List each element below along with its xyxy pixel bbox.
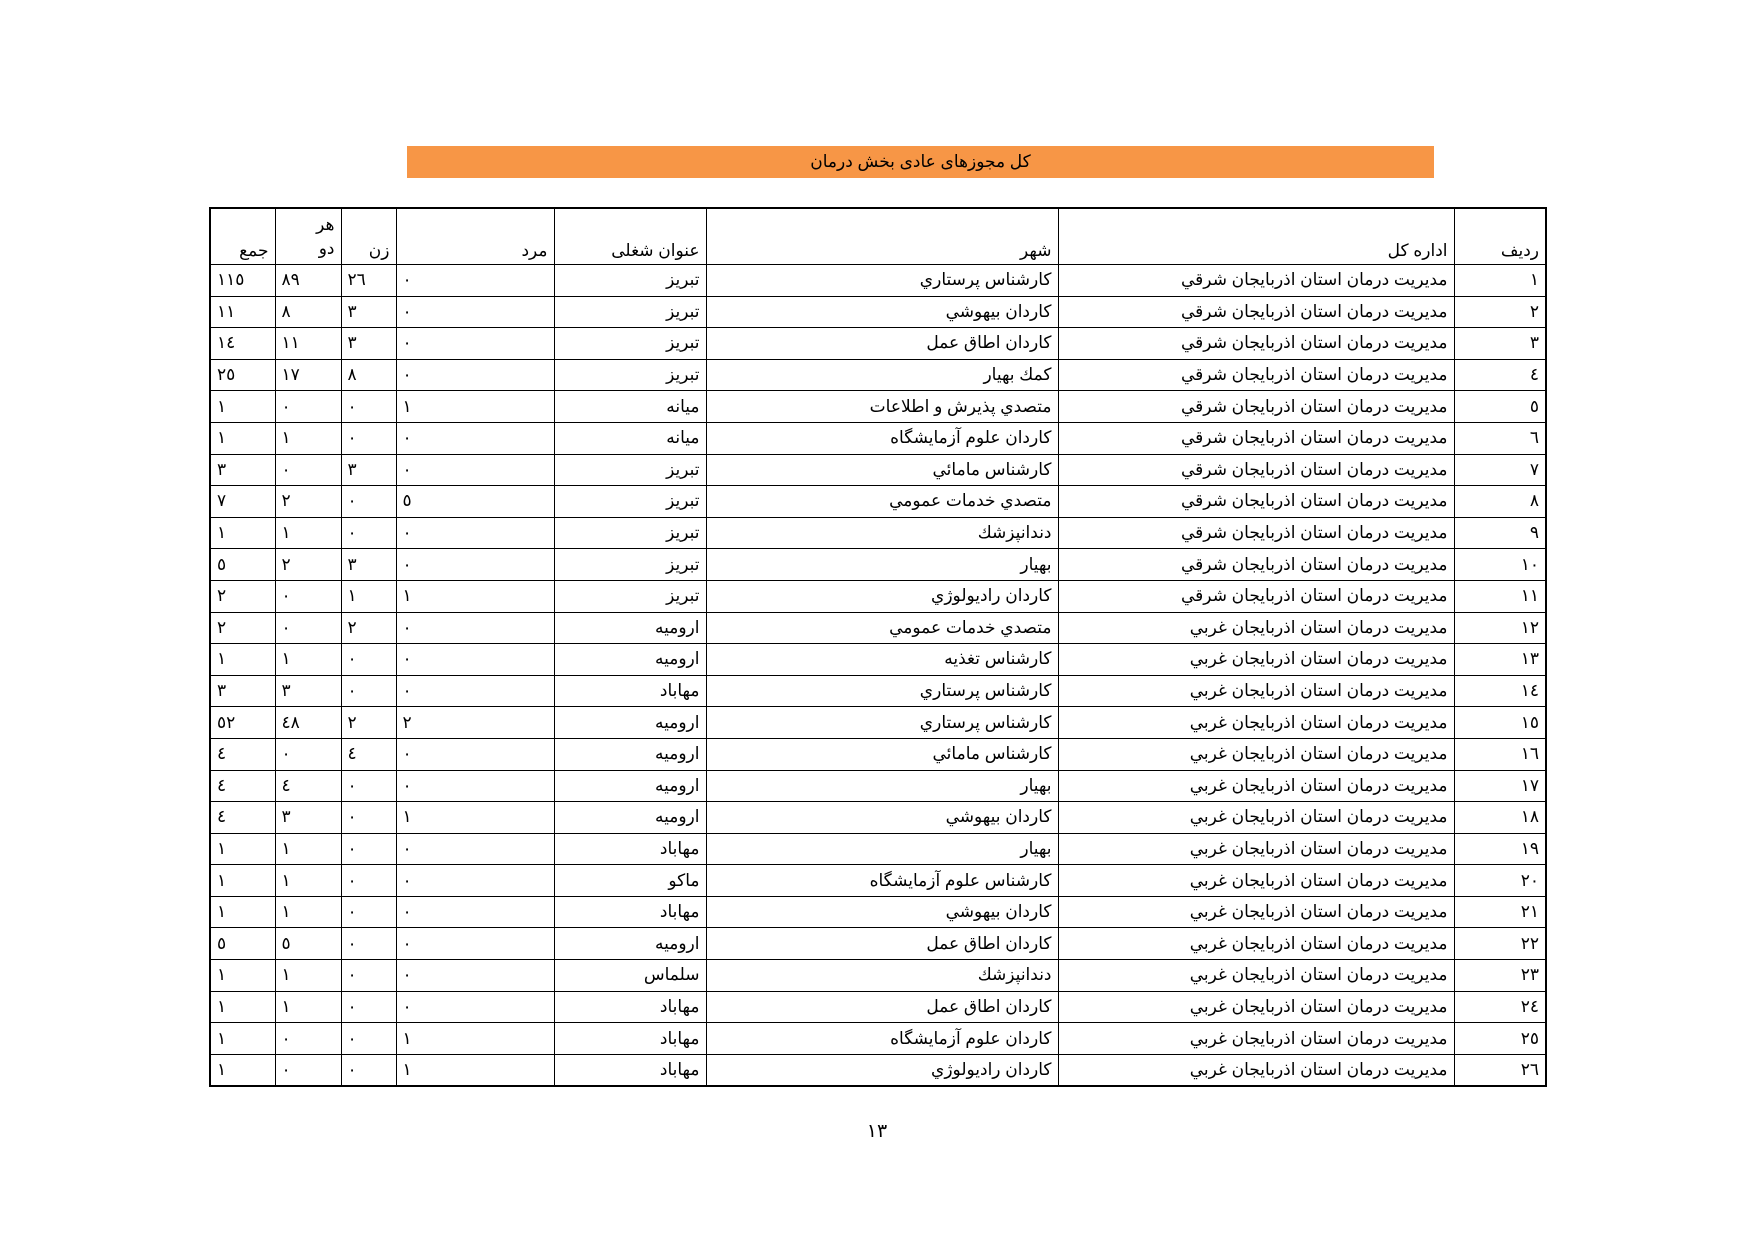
cell-female: ٠ <box>341 675 396 707</box>
cell-female: ٠ <box>341 928 396 960</box>
cell-city: تبريز <box>554 265 706 297</box>
cell-title: كاردان بيهوشي <box>706 296 1058 328</box>
cell-total: ١ <box>210 644 275 676</box>
cell-total: ١١ <box>210 296 275 328</box>
cell-city: اروميه <box>554 707 706 739</box>
header-male: مرد <box>396 208 554 265</box>
cell-total: ١ <box>210 896 275 928</box>
cell-both: ٢ <box>275 549 341 581</box>
cell-male: ٢ <box>396 707 554 739</box>
cell-female: ٣ <box>341 296 396 328</box>
cell-male: ٠ <box>396 928 554 960</box>
cell-office: مديريت درمان استان اذربايجان غربي <box>1058 1054 1454 1086</box>
cell-index: ١١ <box>1454 580 1546 612</box>
cell-index: ۲ <box>1454 296 1546 328</box>
cell-office: مديريت درمان استان اذربايجان شرقي <box>1058 391 1454 423</box>
cell-male: ١ <box>396 1023 554 1055</box>
cell-female: ٢ <box>341 612 396 644</box>
cell-city: تبريز <box>554 549 706 581</box>
cell-total: ٣ <box>210 454 275 486</box>
cell-city: اروميه <box>554 644 706 676</box>
cell-office: مديريت درمان استان اذربايجان شرقي <box>1058 296 1454 328</box>
table-row <box>210 833 1546 865</box>
cell-city: مهاباد <box>554 896 706 928</box>
cell-index: ١٢ <box>1454 612 1546 644</box>
cell-office: مديريت درمان استان اذربايجان غربي <box>1058 707 1454 739</box>
cell-both: ٨٩ <box>275 265 341 297</box>
cell-city: سلماس <box>554 960 706 992</box>
cell-both: ٠ <box>275 580 341 612</box>
cell-total: ١٤ <box>210 328 275 360</box>
cell-both: ١ <box>275 896 341 928</box>
table-header <box>210 208 1546 265</box>
cell-index: ٢٢ <box>1454 928 1546 960</box>
cell-title: كارشناس پرستاري <box>706 265 1058 297</box>
cell-total: ٤ <box>210 770 275 802</box>
cell-both: ١ <box>275 833 341 865</box>
cell-index: ١٧ <box>1454 770 1546 802</box>
cell-office: مديريت درمان استان اذربايجان شرقي <box>1058 549 1454 581</box>
cell-female: ٢٦ <box>341 265 396 297</box>
cell-index: ٧ <box>1454 454 1546 486</box>
cell-title: كارشناس علوم آزمايشگاه <box>706 865 1058 897</box>
cell-city: اروميه <box>554 928 706 960</box>
table-row <box>210 1023 1546 1055</box>
cell-city: تبريز <box>554 580 706 612</box>
cell-city: مهاباد <box>554 675 706 707</box>
table-row <box>210 517 1546 549</box>
cell-female: ٠ <box>341 991 396 1023</box>
cell-city: ميانه <box>554 391 706 423</box>
cell-office: مديريت درمان استان اذربايجان غربي <box>1058 644 1454 676</box>
cell-both: ٤٨ <box>275 707 341 739</box>
cell-both: ٨ <box>275 296 341 328</box>
cell-total: ٢ <box>210 580 275 612</box>
cell-index: ١٠ <box>1454 549 1546 581</box>
cell-office: مديريت درمان استان اذربايجان شرقي <box>1058 328 1454 360</box>
cell-title: كاردان راديولوژي <box>706 580 1058 612</box>
cell-office: مديريت درمان استان اذربايجان شرقي <box>1058 454 1454 486</box>
cell-index: ٢١ <box>1454 896 1546 928</box>
table-row <box>210 1054 1546 1086</box>
cell-male: ٠ <box>396 328 554 360</box>
table-row <box>210 486 1546 518</box>
cell-index: ٤ <box>1454 359 1546 391</box>
cell-male: ٥ <box>396 486 554 518</box>
cell-office: مديريت درمان استان اذربايجان غربي <box>1058 833 1454 865</box>
cell-index: ۳ <box>1454 328 1546 360</box>
cell-office: مديريت درمان استان اذربايجان شرقي <box>1058 359 1454 391</box>
cell-office: مديريت درمان استان اذربايجان شرقي <box>1058 580 1454 612</box>
cell-title: كارشناس مامائي <box>706 454 1058 486</box>
cell-male: ٠ <box>396 738 554 770</box>
cell-total: ١ <box>210 1023 275 1055</box>
cell-office: مديريت درمان استان اذربايجان شرقي <box>1058 422 1454 454</box>
table-row <box>210 865 1546 897</box>
header-total: جمع <box>210 208 275 265</box>
cell-city: تبريز <box>554 454 706 486</box>
table-row <box>210 991 1546 1023</box>
header-both-line2: دو <box>318 239 335 258</box>
cell-total: ٤ <box>210 802 275 834</box>
cell-male: ٠ <box>396 296 554 328</box>
table-row <box>210 265 1546 297</box>
cell-office: مديريت درمان استان اذربايجان غربي <box>1058 802 1454 834</box>
table-row <box>210 770 1546 802</box>
cell-office: مديريت درمان استان اذربايجان غربي <box>1058 928 1454 960</box>
cell-city: تبريز <box>554 359 706 391</box>
cell-index: ٦ <box>1454 422 1546 454</box>
cell-index: ٩ <box>1454 517 1546 549</box>
cell-title: دندانپزشك <box>706 517 1058 549</box>
cell-male: ٠ <box>396 865 554 897</box>
document-title <box>407 146 1434 178</box>
cell-total: ١ <box>210 960 275 992</box>
cell-total: ١ <box>210 991 275 1023</box>
cell-office: مديريت درمان استان اذربايجان غربي <box>1058 865 1454 897</box>
cell-title: كمك بهيار <box>706 359 1058 391</box>
header-office: اداره کل <box>1058 208 1454 265</box>
cell-male: ٠ <box>396 517 554 549</box>
cell-office: مديريت درمان استان اذربايجان غربي <box>1058 1023 1454 1055</box>
header-city: عنوان شغلی <box>554 208 706 265</box>
cell-title: بهيار <box>706 833 1058 865</box>
cell-title: متصدي خدمات عمومي <box>706 486 1058 518</box>
header-female: زن <box>341 208 396 265</box>
cell-index: ٥ <box>1454 391 1546 423</box>
cell-male: ١ <box>396 580 554 612</box>
cell-both: ١ <box>275 422 341 454</box>
cell-office: مديريت درمان استان اذربايجان غربي <box>1058 612 1454 644</box>
table-row <box>210 359 1546 391</box>
cell-index: ٢٣ <box>1454 960 1546 992</box>
cell-office: مديريت درمان استان اذربايجان غربي <box>1058 738 1454 770</box>
cell-female: ٠ <box>341 391 396 423</box>
cell-female: ٣ <box>341 549 396 581</box>
cell-title: كاردان اطاق عمل <box>706 328 1058 360</box>
cell-office: مديريت درمان استان اذربايجان شرقي <box>1058 517 1454 549</box>
cell-male: ٠ <box>396 265 554 297</box>
cell-both: ٠ <box>275 454 341 486</box>
table-body <box>210 265 1546 1087</box>
cell-city: اروميه <box>554 770 706 802</box>
cell-city: مهاباد <box>554 1054 706 1086</box>
cell-both: ٣ <box>275 802 341 834</box>
cell-title: كاردان علوم آزمايشگاه <box>706 1023 1058 1055</box>
table-row <box>210 707 1546 739</box>
cell-male: ٠ <box>396 991 554 1023</box>
cell-city: مهاباد <box>554 1023 706 1055</box>
cell-male: ٠ <box>396 960 554 992</box>
cell-city: اروميه <box>554 612 706 644</box>
cell-title: بهيار <box>706 770 1058 802</box>
cell-city: اروميه <box>554 738 706 770</box>
table-row <box>210 391 1546 423</box>
cell-male: ٠ <box>396 675 554 707</box>
cell-male: ٠ <box>396 359 554 391</box>
cell-male: ١ <box>396 802 554 834</box>
cell-female: ٢ <box>341 707 396 739</box>
cell-city: مهاباد <box>554 833 706 865</box>
table-row <box>210 296 1546 328</box>
cell-index: ٢٤ <box>1454 991 1546 1023</box>
table-row <box>210 549 1546 581</box>
cell-index: ١٤ <box>1454 675 1546 707</box>
cell-title: بهيار <box>706 549 1058 581</box>
cell-total: ١ <box>210 391 275 423</box>
cell-title: كاردان بيهوشي <box>706 802 1058 834</box>
permits-table <box>209 207 1547 1087</box>
cell-both: ٠ <box>275 738 341 770</box>
cell-total: ٧ <box>210 486 275 518</box>
cell-title: متصدي خدمات عمومي <box>706 612 1058 644</box>
table-row <box>210 328 1546 360</box>
cell-female: ٠ <box>341 770 396 802</box>
cell-male: ١ <box>396 1054 554 1086</box>
cell-title: كاردان اطاق عمل <box>706 991 1058 1023</box>
cell-female: ٠ <box>341 422 396 454</box>
cell-office: مديريت درمان استان اذربايجان غربي <box>1058 960 1454 992</box>
table-row <box>210 802 1546 834</box>
cell-both: ٠ <box>275 1054 341 1086</box>
cell-total: ٢ <box>210 612 275 644</box>
table-row <box>210 422 1546 454</box>
cell-city: تبريز <box>554 328 706 360</box>
table-row <box>210 896 1546 928</box>
cell-office: مديريت درمان استان اذربايجان شرقي <box>1058 265 1454 297</box>
cell-city: اروميه <box>554 802 706 834</box>
cell-city: تبريز <box>554 296 706 328</box>
cell-title: كارشناس تغذيه <box>706 644 1058 676</box>
cell-city: ميانه <box>554 422 706 454</box>
cell-both: ١ <box>275 644 341 676</box>
cell-both: ٢ <box>275 486 341 518</box>
cell-female: ٠ <box>341 517 396 549</box>
cell-female: ٠ <box>341 833 396 865</box>
cell-male: ١ <box>396 391 554 423</box>
table-row <box>210 675 1546 707</box>
cell-male: ٠ <box>396 770 554 802</box>
cell-female: ٠ <box>341 896 396 928</box>
cell-index: ۱ <box>1454 265 1546 297</box>
cell-female: ٣ <box>341 454 396 486</box>
cell-index: ١٦ <box>1454 738 1546 770</box>
cell-both: ١٧ <box>275 359 341 391</box>
cell-title: كاردان راديولوژي <box>706 1054 1058 1086</box>
cell-title: دندانپزشك <box>706 960 1058 992</box>
cell-index: ٨ <box>1454 486 1546 518</box>
table-row <box>210 612 1546 644</box>
header-both-line1: هر <box>316 215 335 234</box>
cell-male: ٠ <box>396 612 554 644</box>
header-row <box>210 208 1546 265</box>
cell-title: كاردان علوم آزمايشگاه <box>706 422 1058 454</box>
cell-both: ٠ <box>275 612 341 644</box>
cell-both: ١١ <box>275 328 341 360</box>
cell-city: مهاباد <box>554 991 706 1023</box>
cell-male: ٠ <box>396 644 554 676</box>
cell-total: ١ <box>210 1054 275 1086</box>
cell-index: ١٥ <box>1454 707 1546 739</box>
cell-both: ٤ <box>275 770 341 802</box>
cell-female: ١ <box>341 580 396 612</box>
table-row <box>210 738 1546 770</box>
cell-title: كارشناس پرستاري <box>706 707 1058 739</box>
cell-index: ١٩ <box>1454 833 1546 865</box>
cell-total: ٢٥ <box>210 359 275 391</box>
cell-total: ٥ <box>210 549 275 581</box>
cell-office: مديريت درمان استان اذربايجان غربي <box>1058 896 1454 928</box>
cell-title: كاردان اطاق عمل <box>706 928 1058 960</box>
cell-male: ٠ <box>396 422 554 454</box>
cell-both: ٠ <box>275 391 341 423</box>
document-title-text: کل مجوزهای عادی بخش درمان <box>810 152 1031 171</box>
cell-female: ٤ <box>341 738 396 770</box>
cell-female: ٠ <box>341 486 396 518</box>
cell-both: ١ <box>275 865 341 897</box>
cell-title: كارشناس پرستاري <box>706 675 1058 707</box>
cell-index: ٢٠ <box>1454 865 1546 897</box>
cell-total: ٥ <box>210 928 275 960</box>
cell-office: مديريت درمان استان اذربايجان غربي <box>1058 675 1454 707</box>
cell-city: تبريز <box>554 517 706 549</box>
cell-office: مديريت درمان استان اذربايجان غربي <box>1058 770 1454 802</box>
cell-total: ٥٢ <box>210 707 275 739</box>
cell-total: ١ <box>210 865 275 897</box>
cell-both: ١ <box>275 517 341 549</box>
cell-total: ١ <box>210 517 275 549</box>
cell-title: متصدي پذيرش و اطلاعات <box>706 391 1058 423</box>
cell-index: ١٣ <box>1454 644 1546 676</box>
cell-female: ٠ <box>341 865 396 897</box>
cell-title: كاردان بيهوشي <box>706 896 1058 928</box>
cell-female: ٣ <box>341 328 396 360</box>
cell-index: ٢٥ <box>1454 1023 1546 1055</box>
cell-index: ٢٦ <box>1454 1054 1546 1086</box>
cell-total: ٣ <box>210 675 275 707</box>
cell-total: ٤ <box>210 738 275 770</box>
cell-female: ٠ <box>341 644 396 676</box>
cell-both: ٣ <box>275 675 341 707</box>
cell-title: كارشناس مامائي <box>706 738 1058 770</box>
cell-male: ٠ <box>396 833 554 865</box>
header-both <box>275 208 341 265</box>
cell-total: ١ <box>210 422 275 454</box>
table-row <box>210 928 1546 960</box>
header-title: شهر <box>706 208 1058 265</box>
cell-female: ٠ <box>341 960 396 992</box>
cell-total: ١ <box>210 833 275 865</box>
cell-female: ٠ <box>341 802 396 834</box>
cell-female: ٠ <box>341 1023 396 1055</box>
cell-office: مديريت درمان استان اذربايجان غربي <box>1058 991 1454 1023</box>
table-row <box>210 454 1546 486</box>
cell-male: ٠ <box>396 896 554 928</box>
cell-both: ١ <box>275 991 341 1023</box>
cell-city: تبريز <box>554 486 706 518</box>
cell-male: ٠ <box>396 454 554 486</box>
cell-both: ١ <box>275 960 341 992</box>
page-number: ۱۳ <box>866 1121 888 1142</box>
cell-office: مديريت درمان استان اذربايجان شرقي <box>1058 486 1454 518</box>
table-row <box>210 644 1546 676</box>
table-row <box>210 960 1546 992</box>
cell-both: ٥ <box>275 928 341 960</box>
header-index: رديف <box>1454 208 1546 265</box>
cell-index: ١٨ <box>1454 802 1546 834</box>
table-row <box>210 580 1546 612</box>
cell-male: ٠ <box>396 549 554 581</box>
cell-female: ٨ <box>341 359 396 391</box>
cell-female: ٠ <box>341 1054 396 1086</box>
cell-city: ماكو <box>554 865 706 897</box>
cell-total: ١١٥ <box>210 265 275 297</box>
cell-both: ٠ <box>275 1023 341 1055</box>
